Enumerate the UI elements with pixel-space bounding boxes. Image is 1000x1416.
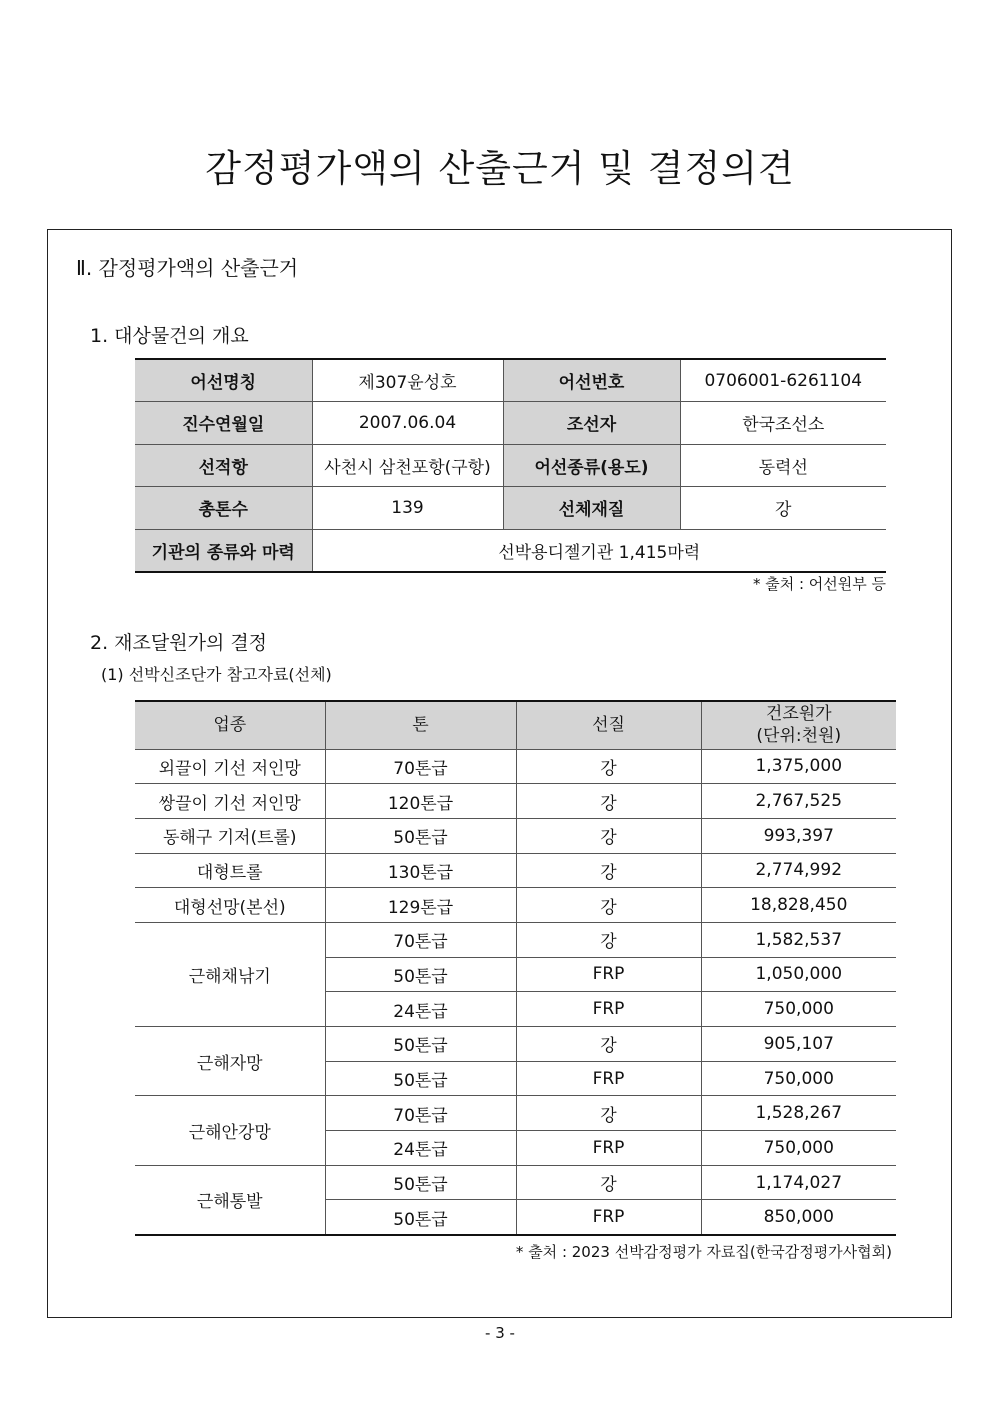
row-material: 강 — [516, 853, 701, 888]
row-tonnage: 50톤급 — [325, 1200, 516, 1235]
row-material: FRP — [516, 1131, 701, 1166]
overview-value: 0706001-6261104 — [680, 359, 886, 402]
row-tonnage: 70톤급 — [325, 1096, 516, 1131]
row-type: 대형트롤 — [135, 853, 325, 888]
overview-label: 진수연월일 — [135, 402, 312, 445]
header-material: 선질 — [516, 701, 701, 749]
overview-value: 한국조선소 — [680, 402, 886, 445]
header-type: 업종 — [135, 701, 325, 749]
row-cost: 2,767,525 — [701, 784, 896, 819]
row-tonnage: 24톤급 — [325, 1131, 516, 1166]
overview-label: 선적항 — [135, 444, 312, 487]
engine-label: 기관의 종류와 마력 — [135, 529, 312, 572]
row-cost: 850,000 — [701, 1200, 896, 1235]
overview-row — [135, 402, 886, 445]
row-tonnage: 70톤급 — [325, 749, 516, 784]
overview-label: 어선종류(용도) — [503, 444, 680, 487]
row-tonnage: 50톤급 — [325, 1165, 516, 1200]
row-cost: 2,774,992 — [701, 853, 896, 888]
overview-row — [135, 529, 886, 572]
row-cost: 750,000 — [701, 1061, 896, 1096]
price-header-row — [135, 701, 896, 749]
table-row — [135, 1027, 896, 1062]
row-cost: 993,397 — [701, 818, 896, 853]
overview-table — [135, 358, 886, 573]
row-material: 강 — [516, 1165, 701, 1200]
row-material: FRP — [516, 992, 701, 1027]
table-row — [135, 853, 896, 888]
table-row — [135, 818, 896, 853]
header-cost-line1: 건조원가 — [765, 704, 832, 725]
row-material: 강 — [516, 749, 701, 784]
row-material: 강 — [516, 1096, 701, 1131]
row-tonnage: 130톤급 — [325, 853, 516, 888]
overview-source-note: * 출처 : 어선원부 등 — [752, 575, 886, 593]
row-cost: 18,828,450 — [701, 888, 896, 923]
row-tonnage: 120톤급 — [325, 784, 516, 819]
row-type: 근해안강망 — [135, 1096, 325, 1165]
overview-value: 강 — [680, 487, 886, 530]
overview-value: 제307윤성호 — [312, 359, 503, 402]
header-tonnage: 톤 — [325, 701, 516, 749]
table-row — [135, 888, 896, 923]
row-type: 쌍끌이 기선 저인망 — [135, 784, 325, 819]
row-type: 근해자망 — [135, 1027, 325, 1096]
overview-label: 조선자 — [503, 402, 680, 445]
engine-value: 선박용디젤기관 1,415마력 — [312, 529, 886, 572]
page-title: 감정평가액의 산출근거 및 결정의견 — [205, 147, 795, 190]
row-tonnage: 50톤급 — [325, 1027, 516, 1062]
row-type: 동해구 기저(트롤) — [135, 818, 325, 853]
row-tonnage: 50톤급 — [325, 1061, 516, 1096]
row-material: 강 — [516, 1027, 701, 1062]
row-material: 강 — [516, 888, 701, 923]
overview-label: 총톤수 — [135, 487, 312, 530]
row-type: 외끌이 기선 저인망 — [158, 758, 301, 779]
ship-price-table — [135, 700, 896, 1236]
row-material: 강 — [516, 818, 701, 853]
row-cost: 750,000 — [701, 992, 896, 1027]
table-row — [135, 1165, 896, 1200]
replacement-subheading: (1) 선박신조단가 참고자료(선체) — [101, 665, 332, 684]
row-material: FRP — [516, 1061, 701, 1096]
overview-label: 어선명칭 — [135, 359, 312, 402]
row-cost: 905,107 — [701, 1027, 896, 1062]
row-tonnage: 70톤급 — [325, 922, 516, 957]
row-material: 강 — [516, 922, 701, 957]
price-source-note: * 출처 : 2023 선박감정평가 자료집(한국감정평가사협회) — [515, 1243, 892, 1261]
replacement-heading: 2. 재조달원가의 결정 — [90, 632, 268, 654]
row-tonnage: 50톤급 — [325, 818, 516, 853]
table-row — [135, 749, 896, 784]
row-material: FRP — [516, 1200, 701, 1235]
overview-label: 어선번호 — [503, 359, 680, 402]
row-material: FRP — [516, 957, 701, 992]
table-row — [135, 784, 896, 819]
row-type: 근해채낚기 — [135, 922, 325, 1026]
section-heading: Ⅱ. 감정평가액의 산출근거 — [76, 256, 299, 280]
table-row — [135, 922, 896, 957]
row-type: 근해통발 — [135, 1165, 325, 1234]
row-tonnage: 24톤급 — [325, 992, 516, 1027]
row-type: 대형선망(본선) — [135, 888, 325, 923]
table-row — [135, 1096, 896, 1131]
header-cost-line2: (단위:천원) — [756, 726, 842, 747]
page-number: - 3 - — [485, 1324, 515, 1342]
overview-row — [135, 487, 886, 530]
row-cost: 1,174,027 — [701, 1165, 896, 1200]
row-material: 강 — [516, 784, 701, 819]
overview-value: 사천시 삼천포항(구항) — [312, 444, 503, 487]
header-cost — [701, 701, 896, 749]
overview-value: 동력선 — [680, 444, 886, 487]
overview-row — [135, 359, 886, 402]
row-tonnage: 50톤급 — [325, 957, 516, 992]
row-tonnage: 129톤급 — [325, 888, 516, 923]
overview-value: 2007.06.04 — [312, 402, 503, 445]
row-cost: 750,000 — [701, 1131, 896, 1166]
row-cost: 1,050,000 — [701, 957, 896, 992]
row-cost: 1,528,267 — [701, 1096, 896, 1131]
overview-label: 선체재질 — [503, 487, 680, 530]
overview-value: 139 — [312, 487, 503, 530]
row-cost: 1,582,537 — [701, 922, 896, 957]
overview-heading: 1. 대상물건의 개요 — [90, 325, 249, 347]
row-cost: 1,375,000 — [701, 749, 896, 784]
overview-row — [135, 444, 886, 487]
